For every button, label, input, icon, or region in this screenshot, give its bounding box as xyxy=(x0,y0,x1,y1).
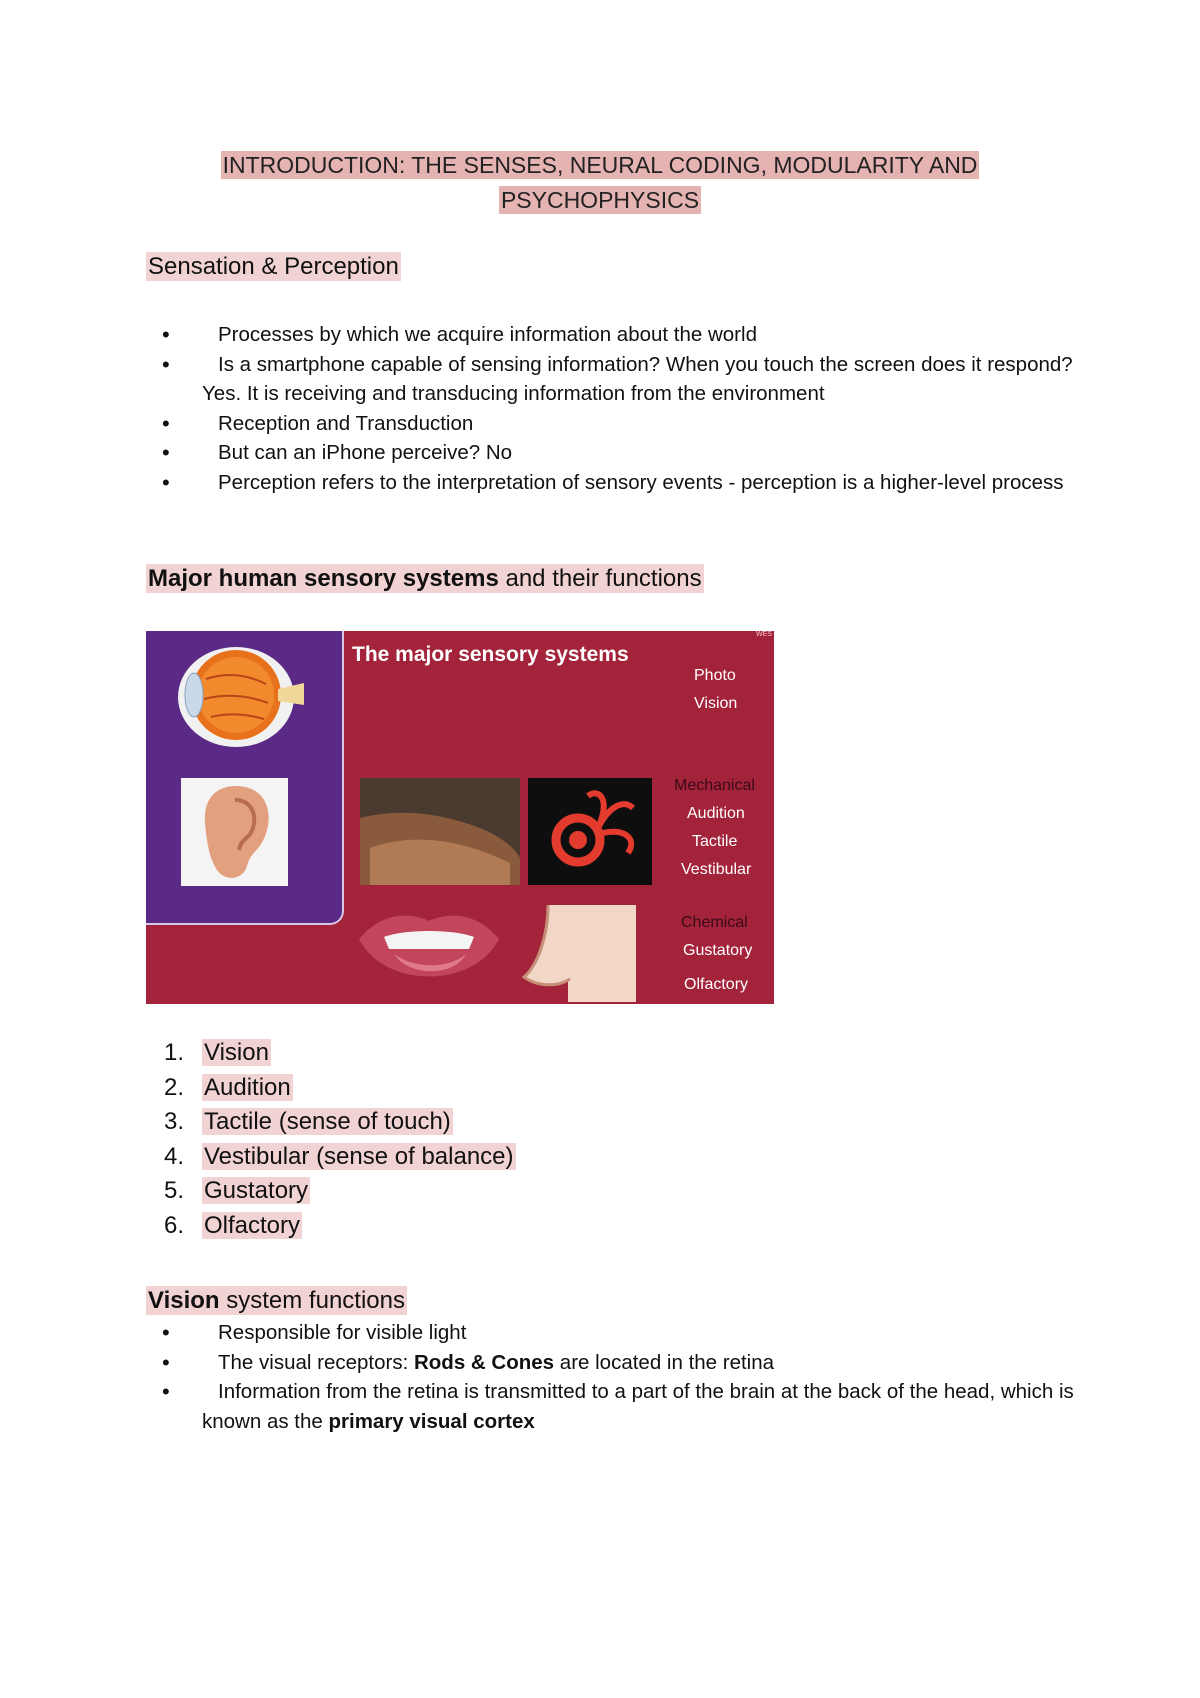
hands-icon xyxy=(360,778,520,885)
mouth-icon xyxy=(354,899,504,999)
title-line-2: PSYCHOPHYSICS xyxy=(500,187,700,213)
heading-vision-system-functions xyxy=(146,1284,407,1318)
list-text: Gustatory xyxy=(204,1177,309,1205)
list-item xyxy=(146,1209,516,1244)
list-item xyxy=(146,1036,516,1071)
heading-rest-text: system functions xyxy=(219,1287,405,1314)
nose-image xyxy=(518,905,636,1002)
label-vision: Vision xyxy=(694,695,738,712)
label-vestibular: Vestibular xyxy=(681,861,752,878)
sensory-systems-list xyxy=(146,1036,516,1244)
list-number: 6. xyxy=(164,1211,185,1239)
bullet-text: The visual receptors: xyxy=(218,1350,414,1374)
sensory-systems-figure xyxy=(146,631,774,1004)
list-item: • But can an iPhone perceive? No xyxy=(146,438,1076,468)
ear-icon xyxy=(181,778,288,886)
list-number: 1. xyxy=(164,1039,185,1066)
list-item xyxy=(146,1377,1076,1436)
list-number: 3. xyxy=(164,1108,185,1136)
label-mechanical: Mechanical xyxy=(674,777,755,794)
vision-bullet-list xyxy=(146,1318,1076,1436)
list-number: 5. xyxy=(164,1177,185,1205)
heading-major-sensory-systems xyxy=(146,562,704,596)
cochlea-icon xyxy=(528,778,652,885)
heading-text: Sensation & Perception xyxy=(148,253,399,280)
list-number: 2. xyxy=(164,1073,185,1101)
figure-purple-panel xyxy=(146,631,344,925)
ear-image xyxy=(181,778,288,886)
list-item xyxy=(146,1348,1076,1378)
bullet-text: Information from the retina is transmitted to a part of the brain at the back of the head, which is known as the xyxy=(202,1380,1074,1433)
label-photo: Photo xyxy=(694,667,736,684)
heading-highlight xyxy=(146,564,704,593)
label-chemical: Chemical xyxy=(681,914,748,931)
mouth-image xyxy=(354,899,504,999)
label-audition: Audition xyxy=(687,805,745,822)
heading-bold-text: Vision xyxy=(148,1287,220,1314)
list-number: 4. xyxy=(164,1142,185,1170)
bullet-bold-text: Rods & Cones xyxy=(413,1350,555,1374)
bullet-text: are located in the retina xyxy=(554,1350,775,1374)
nose-icon xyxy=(518,905,636,1002)
list-item: • Is a smartphone capable of sensing information? When you touch the screen does it respond? Yes. It is receiving and transducing information from the environment xyxy=(146,350,1076,409)
cochlea-image xyxy=(528,778,652,885)
list-item xyxy=(146,1071,516,1106)
list-item xyxy=(146,1174,516,1209)
heading-bold-text: Major human sensory systems xyxy=(148,565,499,592)
heading-highlight xyxy=(146,1286,407,1315)
list-item xyxy=(146,1105,516,1140)
document-title xyxy=(0,148,1200,218)
list-text: Vestibular (sense of balance) xyxy=(204,1142,514,1170)
figure-title: The major sensory systems xyxy=(352,643,629,666)
list-item xyxy=(146,1140,516,1175)
list-text: Tactile (sense of touch) xyxy=(204,1108,451,1136)
figure-corner-mark: WES xyxy=(756,631,772,638)
sensation-bullet-list xyxy=(146,320,1076,497)
list-item: • Reception and Transduction xyxy=(146,409,1076,439)
hands-image xyxy=(360,778,520,885)
eye-icon xyxy=(166,639,306,751)
label-gustatory: Gustatory xyxy=(683,942,753,959)
list-text: Olfactory xyxy=(204,1211,301,1239)
heading-sensation-perception xyxy=(146,250,401,284)
list-item: • Processes by which we acquire information about the world xyxy=(146,320,1076,350)
title-line-1: INTRODUCTION: THE SENSES, NEURAL CODING, MODULARITY AND xyxy=(222,152,978,178)
list-text: Vision xyxy=(204,1039,269,1066)
heading-rest-text: and their functions xyxy=(498,565,702,592)
label-tactile: Tactile xyxy=(692,833,738,850)
list-text: Audition xyxy=(204,1073,291,1101)
label-olfactory: Olfactory xyxy=(684,976,749,993)
list-item: • Perception refers to the interpretation of sensory events - perception is a higher-level process xyxy=(146,468,1076,498)
bullet-bold-text: primary visual cortex xyxy=(328,1409,535,1433)
list-item: • Responsible for visible light xyxy=(146,1318,1076,1348)
